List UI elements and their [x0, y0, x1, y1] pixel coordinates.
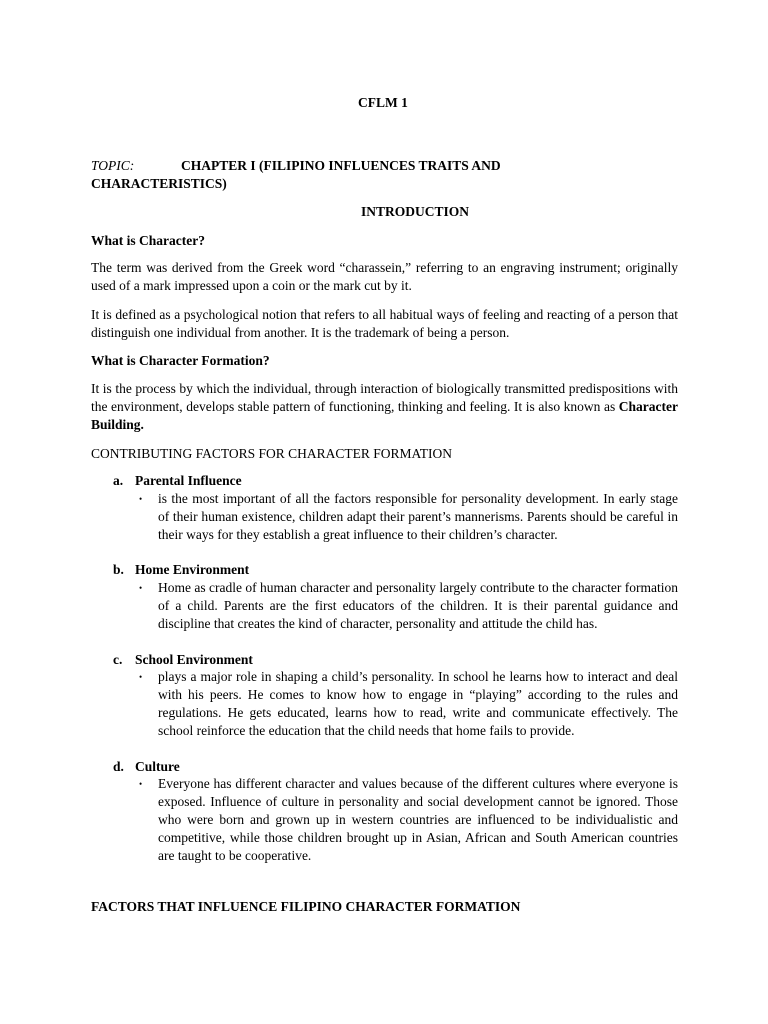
- question-character-formation: What is Character Formation?: [91, 353, 270, 368]
- item-d-letter: d.: [113, 759, 124, 774]
- item-c-bullet: •: [139, 672, 143, 682]
- paragraph-term-origin: The term was derived from the Greek word “charassein,” referring to an engraving instrument; originally used of a mark impressed upon a coin or the mark cut by it.: [91, 260, 678, 293]
- item-b-bullet: •: [139, 583, 143, 593]
- item-b-heading: Home Environment: [135, 562, 250, 577]
- topic-label: TOPIC:: [91, 158, 135, 173]
- item-c-letter: c.: [113, 652, 123, 667]
- topic-text-line1: CHAPTER I (FILIPINO INFLUENCES TRAITS AND: [181, 158, 501, 173]
- section-contributing-factors: CONTRIBUTING FACTORS FOR CHARACTER FORMATION: [91, 446, 453, 461]
- item-b-letter: b.: [113, 562, 124, 577]
- item-c-text: plays a major role in shaping a child’s personality. In school he learns how to interact and deal with his peers. He comes to know how to engage in “playing” according to the rules and regulations. He gets educated, learns how to read, write and communicate effectively. The school reinforce the education that the child needs that home fails to provide.: [158, 669, 678, 738]
- question-what-is-character: What is Character?: [91, 233, 205, 248]
- document-title: CFLM 1: [358, 95, 408, 110]
- item-a-heading: Parental Influence: [135, 473, 242, 488]
- topic-text-line2: CHARACTERISTICS): [91, 176, 227, 191]
- item-d-text: Everyone has different character and values because of the different cultures where everyone is exposed. Influence of culture in personality and social development cannot be ignored. Those who were born and grown up in western countries are influenced to be individualistic and competitive, while those children brought up in Asian, African and South American countries are taught to be cooperative.: [158, 776, 678, 863]
- paragraph-definition: It is defined as a psychological notion that refers to all habitual ways of feeling and reacting of a person that distinguish one individual from another. It is the trademark of being a person.: [91, 307, 678, 340]
- introduction-heading: INTRODUCTION: [361, 204, 470, 219]
- section-filipino-factors: FACTORS THAT INFLUENCE FILIPINO CHARACTER FORMATION: [91, 899, 521, 914]
- item-b-text: Home as cradle of human character and personality largely contribute to the character formation of a child. Parents are the first educators of the children. It is their parental guidance and discipline that creates the kind of character, personality and attitude the child has.: [158, 580, 678, 631]
- item-a-letter: a.: [113, 473, 124, 488]
- paragraph-character-formation-text: It is the process by which the individual, through interaction of biologically transmitted predispositions with the environment, develops stable pattern of functioning, thinking and feeling. It is also known as: [91, 381, 678, 414]
- item-d-heading: Culture: [135, 759, 180, 774]
- character-building-term: Character Building.: [91, 399, 679, 432]
- item-a-bullet: •: [139, 494, 143, 504]
- item-c-heading: School Environment: [135, 652, 253, 667]
- paragraph-character-formation: [91, 380, 678, 434]
- item-a-text: is the most important of all the factors responsible for personality development. In early stage of their human existence, children adapt their parent’s mannerisms. Parents should be careful in their ways for they establish a great influence to their children’s character.: [158, 491, 678, 542]
- item-d-bullet: •: [139, 779, 143, 789]
